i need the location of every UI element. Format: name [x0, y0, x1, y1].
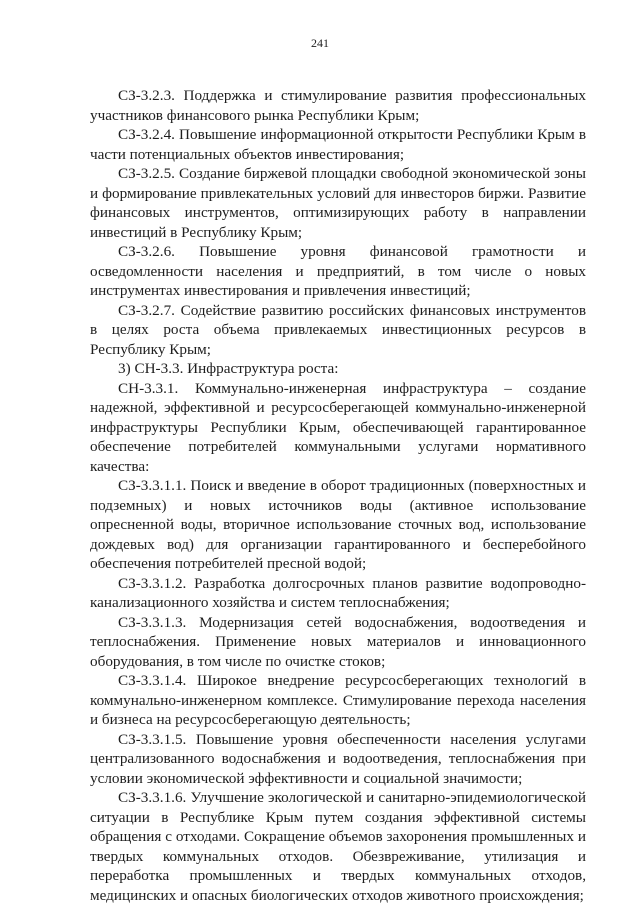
paragraph-sz-3-3-1-1: СЗ-3.3.1.1. Поиск и введение в оборот традиционных (поверхностных и подземных) и новых источников воды (активное использование опресненной воды, вторичное использование сточных вод, использование дождевых вод) для организации гарантированного и бесперебойного обеспечения потребителей пресной водой; — [90, 477, 586, 572]
paragraph-sz-3-2-5: СЗ-3.2.5. Создание биржевой площадки свободной экономической зоны и формирование привлекательных условий для инвесторов биржи. Развитие финансовых инструментов, оптимизирующих работу в направлении инвестиций в Республику Крым; — [90, 165, 586, 241]
paragraph-sz-3-3-1-5: СЗ-3.3.1.5. Повышение уровня обеспеченности населения услугами централизованного водоснабжения и водоотведения, теплоснабжения при условии экономической эффективности и социальной значимости; — [90, 730, 586, 787]
document-body — [90, 86, 586, 905]
paragraph-sz-3-3-1-4: СЗ-3.3.1.4. Широкое внедрение ресурсосберегающих технологий в коммунально-инженерном комплексе. Стимулирование перехода населения и бизнеса на ресурсосберегающую деятельность; — [90, 672, 586, 728]
paragraph-sz-3-2-3: СЗ-3.2.3. Поддержка и стимулирование развития профессиональных участников финансового рынка Республики Крым; — [90, 87, 586, 124]
paragraph-sz-3-2-4: СЗ-3.2.4. Повышение информационной открытости Республики Крым в части потенциальных объектов инвестирования; — [90, 126, 586, 163]
section-heading-sn-3-3: 3) СН-3.3. Инфраструктура роста: — [118, 360, 339, 377]
paragraph-sz-3-3-1-6: СЗ-3.3.1.6. Улучшение экологической и санитарно-эпидемиологической ситуации в Республике Крым путем создания эффективной системы обращения с отходами. Сокращение объемов захоронения промышленных и твердых коммунальных отходов. Обезвреживание, утилизация и переработка промышленных и твердых коммунальных отходов, медицинских и опасных биологических отходов животного происхождения; — [90, 789, 586, 904]
paragraph-sz-3-3-1-2: СЗ-3.3.1.2. Разработка долгосрочных планов развитие водопроводно-канализационного хозяйства и систем теплоснабжения; — [90, 574, 586, 611]
paragraph-sn-3-3-1: СН-3.3.1. Коммунально-инженерная инфраструктура – создание надежной, эффективной и ресурсосберегающей коммунально-инженерной инфраструктуры Республики Крым, обеспечивающей гарантированное обеспечение потребителей коммунальными услугами нормативного качества: — [90, 379, 586, 475]
page-number: 241 — [311, 36, 329, 50]
paragraph-sz-3-2-7: СЗ-3.2.7. Содействие развитию российских финансовых инструментов в целях роста объема привлекаемых инвестиционных ресурсов в Республику Крым; — [90, 301, 586, 358]
paragraph-sz-3-3-1-3: СЗ-3.3.1.3. Модернизация сетей водоснабжения, водоотведения и теплоснабжения. Применение новых материалов и инновационного оборудования, в том числе по очистке стоков; — [90, 613, 586, 670]
paragraph-sz-3-2-6: СЗ-3.2.6. Повышение уровня финансовой грамотности и осведомленности населения и предприятий, в том числе о новых инструментах инвестирования и привлечения инвестиций; — [90, 243, 586, 299]
